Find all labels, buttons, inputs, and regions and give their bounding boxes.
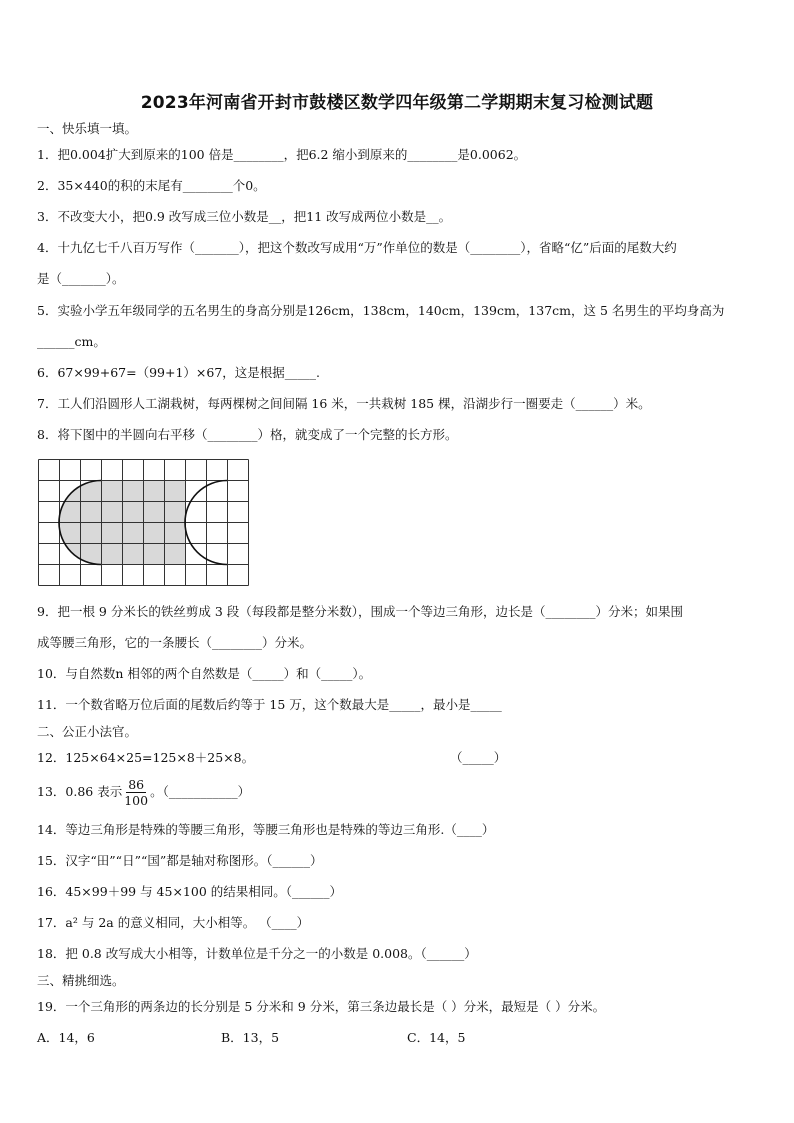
question-11: 11．一个数省略万位后面的尾数后约等于 15 万，这个数最大是_____，最小是_____ [37, 697, 502, 712]
question-7: 7．工人们沿圆形人工湖栽树，每两棵树之间间隔 16 米，一共栽树 185 棵，沿湖步行一圈要走（______）米。 [37, 396, 651, 411]
question-5-line-1: 5．实验小学五年级同学的五名男生的身高分别是126cm，138cm，140cm，139cm，137cm，这 5 名男生的平均身高为 [37, 303, 725, 318]
question-10: 10．与自然数n 相邻的两个自然数是（_____）和（_____）。 [37, 666, 372, 681]
option-c: C．14，5 [407, 1030, 466, 1045]
question-5-line-2: ______cm。 [37, 334, 106, 349]
question-13-suffix: 。（___________） [150, 784, 251, 799]
fraction [124, 777, 148, 808]
question-16: 16．45×99＋99 与 45×100 的结果相同。（______） [37, 884, 343, 899]
grid-lines [39, 460, 249, 586]
section-1-heading: 一、快乐填一填。 [37, 121, 138, 136]
question-12-answer-blank: （_____） [450, 750, 507, 765]
translation-figure [38, 459, 252, 590]
question-4-line-2: 是（_______）。 [37, 271, 125, 286]
question-14: 14．等边三角形是特殊的等腰三角形，等腰三角形也是特殊的等边三角形.（____） [37, 822, 495, 837]
question-8: 8．将下图中的半圆向右平移（________）格，就变成了一个完整的长方形。 [37, 427, 458, 442]
question-12: 12．125×64×25=125×8＋25×8。 [37, 750, 255, 765]
question-6: 6．67×99+67=（99+1）×67，这是根据_____. [37, 365, 321, 380]
section-3-heading: 三、精挑细选。 [37, 973, 125, 988]
question-9-line-1: 9．把一根 9 分米长的铁丝剪成 3 段（每段都是整分米数），围成一个等边三角形，边长是（________）分米；如果围 [37, 604, 684, 619]
question-17: 17．a² 与 2a 的意义相同，大小相等。 （____） [37, 915, 310, 930]
option-b: B．13，5 [221, 1030, 280, 1045]
question-19: 19．一个三角形的两条边的长分别是 5 分米和 9 分米，第三条边最长是（ ）分米，最短是（ ）分米。 [37, 999, 606, 1014]
fraction-numerator: 86 [128, 777, 145, 792]
question-1: 1．把0.004扩大到原来的100 倍是________，把6.2 缩小到原来的________是0.0062。 [37, 147, 527, 162]
question-15: 15．汉字“田”“日”“国”都是轴对称图形。（______） [37, 853, 323, 868]
question-9-line-2: 成等腰三角形，它的一条腰长（________）分米。 [37, 635, 313, 650]
question-13-prefix: 13．0.86 表示 [37, 784, 123, 799]
section-2-heading: 二、公正小法官。 [37, 724, 138, 739]
question-13 [37, 776, 250, 808]
option-a: A．14，6 [37, 1030, 95, 1045]
page-title: 2023年河南省开封市鼓楼区数学四年级第二学期期末复习检测试题 [140, 93, 654, 113]
grid-figure-svg [38, 459, 252, 587]
question-2: 2．35×440的积的末尾有________个0。 [37, 178, 266, 193]
question-4-line-1: 4．十九亿七千八百万写作（_______），把这个数改写成用“万”作单位的数是（________），省略“亿”后面的尾数大约 [37, 240, 677, 255]
question-18: 18．把 0.8 改写成大小相等，计数单位是千分之一的小数是 0.008。（______） [37, 946, 477, 961]
question-3: 3．不改变大小，把0.9 改写成三位小数是__，把11 改写成两位小数是__。 [37, 209, 452, 224]
fraction-denominator: 100 [124, 793, 149, 808]
